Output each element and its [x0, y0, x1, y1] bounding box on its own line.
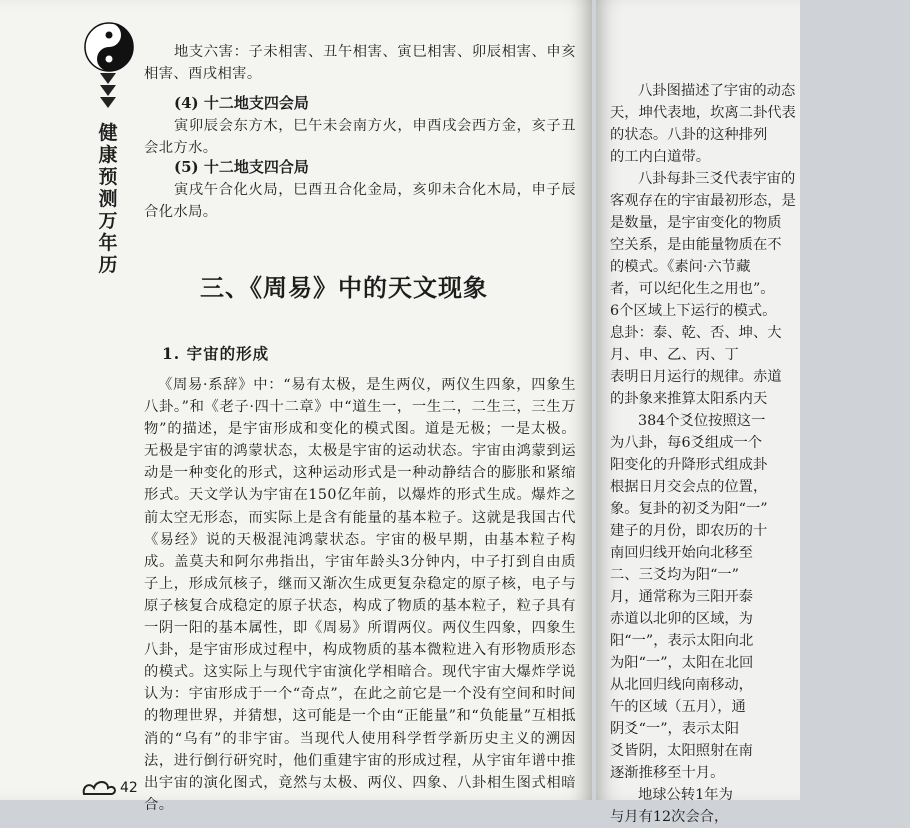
text-line: 息卦：泰、乾、否、坤、大: [610, 325, 782, 341]
text-line: 者，可以纪化生之用也”。: [610, 281, 775, 297]
heading-sihui: (4) 十二地支四会局: [174, 94, 309, 112]
text-line: 6个区域上下运行的模式。: [610, 303, 777, 319]
text-line: 阳“一”，表示太阳向北: [610, 633, 754, 649]
text-line: 的工内白道带。: [610, 149, 711, 165]
text-line: 阳变化的升降形式组成卦: [610, 457, 768, 473]
text-line: 为阳“一”，太阳在北回: [610, 655, 754, 671]
text-line: 表明日月运行的规律。赤道: [610, 369, 782, 385]
heading-sihe: (5) 十二地支四合局: [174, 158, 309, 176]
text-line: 的状态。八卦的这种排列: [610, 127, 768, 143]
text-line: 月，通常称为三阳开泰: [610, 589, 753, 605]
paragraph-liuhai: 地支六害：子未相害、丑午相害、寅巳相害、卯辰相害、申亥相害、酉戌相害。: [144, 44, 576, 82]
text-line: 地球公转1年为: [638, 787, 733, 803]
text-line: 爻皆阴，太阳照射在南: [610, 743, 753, 759]
text-line: 的卦象来推算太阳系内天: [610, 391, 768, 407]
book-side-title: 健 康 预 测 万 年 历: [98, 122, 118, 276]
text-line: 南回归线开始向北移至: [610, 545, 753, 561]
text-line: 午的区域（五月），通: [610, 699, 746, 715]
page-number: 42: [120, 780, 138, 796]
text-line: 逐渐推移至十月。: [610, 765, 725, 781]
text-line: 与月有12次会合，: [610, 809, 729, 825]
text-line: 阴爻“一”，表示太阳: [610, 721, 739, 737]
text-line: 根据日月交会点的位置，: [610, 479, 768, 495]
text-line: 月、申、乙、丙、丁: [610, 347, 739, 363]
text-line: 为八卦，每6爻组成一个: [610, 435, 763, 451]
text-line: 的模式。《素问·六节藏: [610, 259, 751, 275]
main-paragraph: 《周易·系辞》中：“易有太极，是生两仪，两仪生四象，四象生八卦。”和《老子·四十二章》中“道生一，一生二，二生三，三生万物”的描述，是宇宙形成和变化的模式图。道是无极；一是太极。无极是宇宙的鸿蒙状态，太极是宇宙的运动状态。宇宙由鸿蒙到运动是一种变化的形式，这种运动形式是一种动静结合的膨胀和紧缩形式。天文学认为宇宙在150亿年前，以爆炸的形式生成。爆炸之前太空无形态，而实际上是含有能量的基本粒子。这就是我国古代《易经》说的天极混沌鸿蒙状态。宇宙的极早期，由基本粒子构成。盖莫夫和阿尔弗指出，宇宙年龄头3分钟内，中子打到自由质子上，形成氘核子，继而又渐次生成更复杂稳定的原子核，电子与原子核复合成稳定的原子状态，构成了物质的基本粒子，粒子具有一阴一阳的基本属性，即《周易》所谓两仪。两仪生四象，四象生八卦，是宇宙形成过程中，构成物质的基本微粒进入有形物质形态的模式。这实际上与现代宇宙演化学相暗合。现代宇宙大爆炸学说认为：宇宙形成于一个“奇点”，在此之前它是一个没有空间和时间的物理世界，并猜想，这可能是一个由“正能量”和“负能量”互相抵消的“乌有”的非宇宙。当现代人使用科学哲学新历史主义的溯因法，进行倒行研究时，他们重建宇宙的形成过程，从宇宙年谱中推出宇宙的演化图式，竟然与太极、两仪、四象、八卦相生图式相暗合。: [144, 377, 576, 813]
text-line: 赤道以北卯的区域，为: [610, 611, 753, 627]
text-line: 八卦图描述了宇宙的动态: [638, 83, 796, 99]
text-line: 客观存在的宇宙最初形态，是: [610, 193, 796, 209]
text-line: 是数量，是宇宙变化的物质: [610, 215, 782, 231]
taiji-icon: [84, 22, 134, 72]
text-line: 从北回归线向南移动，: [610, 677, 753, 693]
cloud-ornament-icon: [80, 776, 120, 798]
text-line: 象。复卦的初爻为阳“一”: [610, 501, 768, 517]
text-line: 八卦每卦三爻代表宇宙的: [638, 171, 796, 187]
text-line: 天，坤代表地，坎离二卦代表: [610, 105, 796, 121]
paragraph-sihe: 寅戌午合化火局，巳酉丑合化金局，亥卯未合化木局，申子辰合化水局。: [144, 182, 576, 220]
text-line: 建子的月份，即农历的十: [610, 523, 768, 539]
text-line: 384个爻位按照这一: [638, 413, 766, 429]
right-page-text: [610, 80, 910, 828]
triangle-arrows-icon: [100, 72, 116, 109]
paragraph-sihui: 寅卯辰会东方木，巳午未会南方火，申酉戌会西方金，亥子丑会北方水。: [144, 118, 576, 156]
right-page: [596, 0, 800, 825]
text-line: 空关系，是由能量物质在不: [610, 237, 782, 253]
subsection-title: 1. 宇宙的形成: [162, 344, 270, 363]
text-line: 二、三爻均为阳“一”: [610, 567, 739, 583]
section-title: 三、《周易》中的天文现象: [200, 273, 488, 302]
